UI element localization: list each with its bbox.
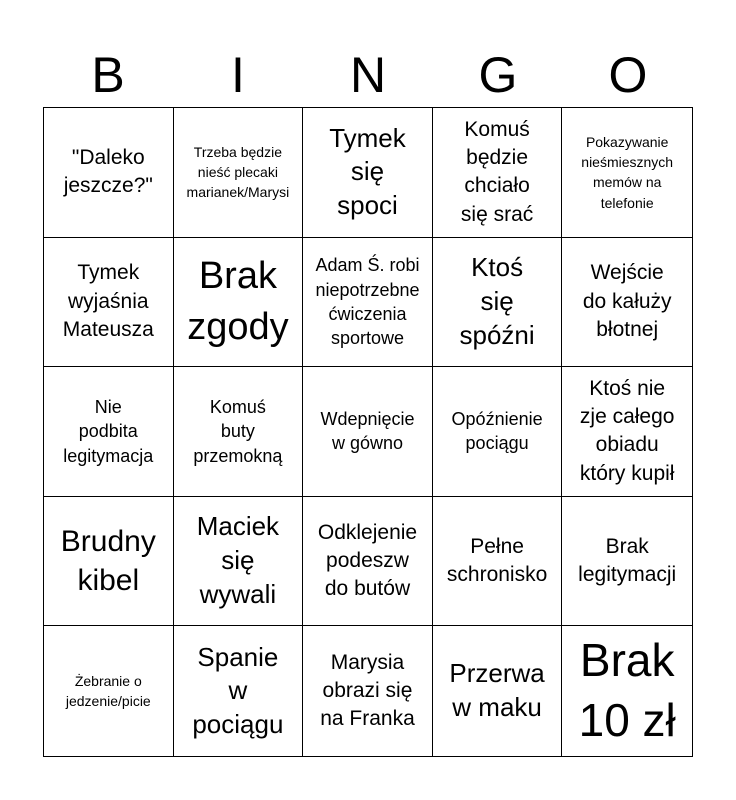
bingo-cell[interactable]: Adam Ś. robi niepotrzebne ćwiczenia sportowe (303, 238, 433, 368)
bingo-cell[interactable]: Przerwa w maku (433, 626, 563, 756)
bingo-header (43, 42, 693, 108)
bingo-cell[interactable]: Pokazywanie nieśmiesznych memów na telefonie (562, 108, 692, 238)
bingo-cell[interactable]: Brak legitymacji (562, 497, 692, 627)
bingo-board (43, 107, 693, 757)
bingo-cell[interactable]: Ktoś się spóźni (433, 238, 563, 368)
header-letter-o: O (608, 47, 648, 103)
bingo-cell[interactable]: Komuś buty przemokną (174, 367, 304, 497)
bingo-cell[interactable]: Odklejenie podeszw do butów (303, 497, 433, 627)
bingo-cell[interactable]: Tymek się spoci (303, 108, 433, 238)
header-letter-i: I (231, 47, 245, 103)
bingo-cell[interactable]: Komuś będzie chciało się srać (433, 108, 563, 238)
bingo-cell[interactable]: Tymek wyjaśnia Mateusza (44, 238, 174, 368)
header-letter-n: N (349, 47, 387, 103)
header-letter-g: G (478, 47, 518, 103)
bingo-cell[interactable]: Brudny kibel (44, 497, 174, 627)
bingo-cell[interactable]: Marysia obrazi się na Franka (303, 626, 433, 756)
bingo-cell[interactable]: Pełne schronisko (433, 497, 563, 627)
bingo-cell[interactable]: Nie podbita legitymacja (44, 367, 174, 497)
header-letter-b: B (91, 47, 125, 103)
bingo-cell[interactable]: Wdepnięcie w gówno (303, 367, 433, 497)
bingo-cell[interactable]: "Daleko jeszcze?" (44, 108, 174, 238)
bingo-cell[interactable]: Trzeba będzie nieść plecaki marianek/Marysi (174, 108, 304, 238)
bingo-cell[interactable]: Opóźnienie pociągu (433, 367, 563, 497)
bingo-cell[interactable]: Wejście do kałuży błotnej (562, 238, 692, 368)
bingo-cell[interactable]: Brak zgody (174, 238, 304, 368)
bingo-cell[interactable]: Brak 10 zł (578, 634, 676, 747)
bingo-cell[interactable]: Spanie w pociągu (174, 626, 304, 756)
bingo-cell[interactable]: Maciek się wywali (174, 497, 304, 627)
bingo-cell[interactable]: Ktoś nie zje całego obiadu który kupił (562, 367, 692, 497)
bingo-cell[interactable]: Żebranie o jedzenie/picie (44, 626, 174, 756)
